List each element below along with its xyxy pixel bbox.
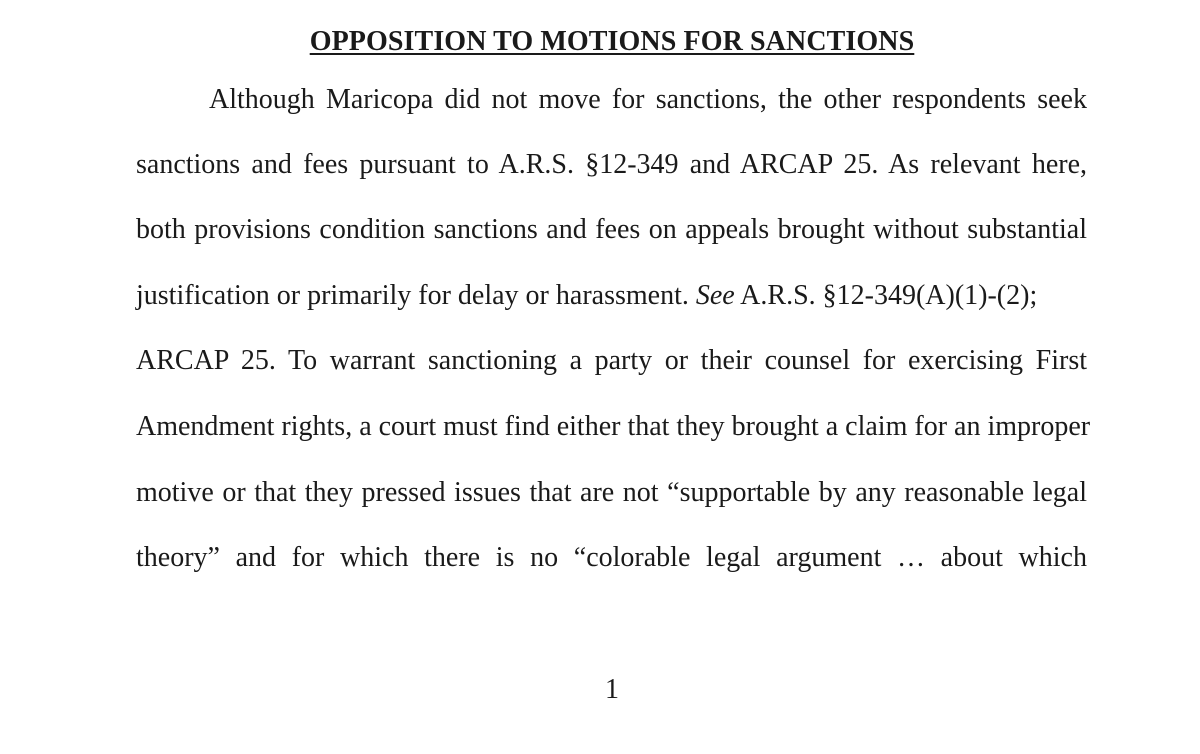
body-text-line: theory” and for which there is no “colorable legal argument … about which [136,542,1087,573]
citation-signal: See [695,280,735,311]
body-text-line: ARCAP 25. To warrant sanctioning a party or their counsel for exercising First [136,345,1087,376]
body-text-segment: justification or primarily for delay or harassment. [136,280,696,311]
page-number: 1 [605,674,619,705]
body-text-line: Although Maricopa did not move for sanctions, the other respondents seek [209,84,1087,115]
body-text-line: sanctions and fees pursuant to A.R.S. §12-349 and ARCAP 25. As relevant here, [136,149,1087,180]
body-text-line: Amendment rights, a court must find either that they brought a claim for an improper [136,411,1091,442]
section-heading: OPPOSITION TO MOTIONS FOR SANCTIONS [309,26,915,57]
body-text-segment: A.R.S. §12-349(A)(1)-(2); [734,280,1038,311]
body-text-line: both provisions condition sanctions and fees on appeals brought without substantial [136,214,1087,245]
body-text-line: motive or that they pressed issues that are not “supportable by any reasonable legal [136,477,1087,508]
body-text-line [136,278,1087,314]
